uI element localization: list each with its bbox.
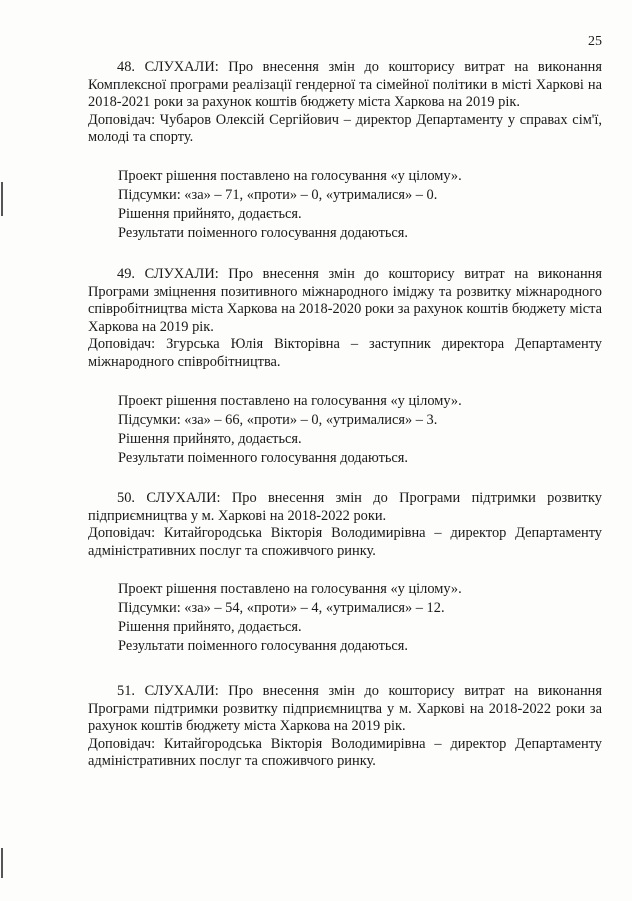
item-heard: 48. СЛУХАЛИ: Про внесення змін до кошторису витрат на виконання Комплексної програми реалізації гендерної та сімейної політики в місті Харкові на 2018-2021 роки за рахунок коштів бюджету міста Харкова на 2019 рік. <box>88 59 602 111</box>
vote-decision: Рішення прийнято, додається. <box>118 430 302 447</box>
vote-block <box>88 392 602 468</box>
vote-results: Підсумки: «за» – 66, «проти» – 0, «утрималися» – 3. <box>118 411 438 428</box>
scan-edge-mark <box>1 848 3 878</box>
item-speaker: Доповідач: Згурська Юлія Вікторівна – заступник директора Департаменту міжнародного співробітництва. <box>88 336 602 370</box>
item-heard: 49. СЛУХАЛИ: Про внесення змін до кошторису витрат на виконання Програми зміцнення позитивного міжнародного іміджу та розвитку міжнародного співробітництва міста Харкова на 2018-2020 роки за рахунок коштів бюджету міста Харкова на 2019 рік. <box>88 266 602 335</box>
vote-decision: Рішення прийнято, додається. <box>118 619 302 636</box>
roll-call-note: Результати поіменного голосування додаються. <box>118 638 409 655</box>
vote-put: Проект рішення поставлено на голосування «у цілому». <box>118 581 462 598</box>
item-heard: 50. СЛУХАЛИ: Про внесення змін до Програми підтримки розвитку підприємництва у м. Харкові на 2018-2022 роки. <box>88 490 602 524</box>
vote-block <box>88 580 602 656</box>
vote-decision: Рішення прийнято, додається. <box>118 205 302 222</box>
item-speaker: Доповідач: Китайгородська Вікторія Володимирівна – директор Департаменту адміністративних послуг та споживчого ринку. <box>88 525 602 559</box>
vote-put: Проект рішення поставлено на голосування «у цілому». <box>118 392 462 409</box>
item-heard: 51. СЛУХАЛИ: Про внесення змін до кошторису витрат на виконання Програми підтримки розвитку підприємництва у м. Харкові на 2018-2022 роки за рахунок коштів бюджету міста Харкова на 2019 рік. <box>88 683 602 735</box>
vote-results: Підсумки: «за» – 54, «проти» – 4, «утрималися» – 12. <box>118 600 445 617</box>
agenda-item-51 <box>88 683 602 771</box>
roll-call-note: Результати поіменного голосування додаються. <box>118 224 409 241</box>
agenda-item-49 <box>88 266 602 468</box>
page-number: 25 <box>588 34 602 49</box>
agenda-item-50 <box>88 490 602 656</box>
scan-edge-mark <box>1 182 3 216</box>
agenda-item-48 <box>88 59 602 243</box>
roll-call-note: Результати поіменного голосування додаються. <box>118 449 409 466</box>
vote-put: Проект рішення поставлено на голосування «у цілому». <box>118 167 462 184</box>
vote-block <box>88 167 602 243</box>
item-speaker: Доповідач: Чубаров Олексій Сергійович – директор Департаменту у справах сім'ї, молоді та спорту. <box>88 111 602 146</box>
vote-results: Підсумки: «за» – 71, «проти» – 0, «утрималися» – 0. <box>118 186 438 203</box>
item-speaker: Доповідач: Китайгородська Вікторія Володимирівна – директор Департаменту адміністративних послуг та споживчого ринку. <box>88 735 602 770</box>
